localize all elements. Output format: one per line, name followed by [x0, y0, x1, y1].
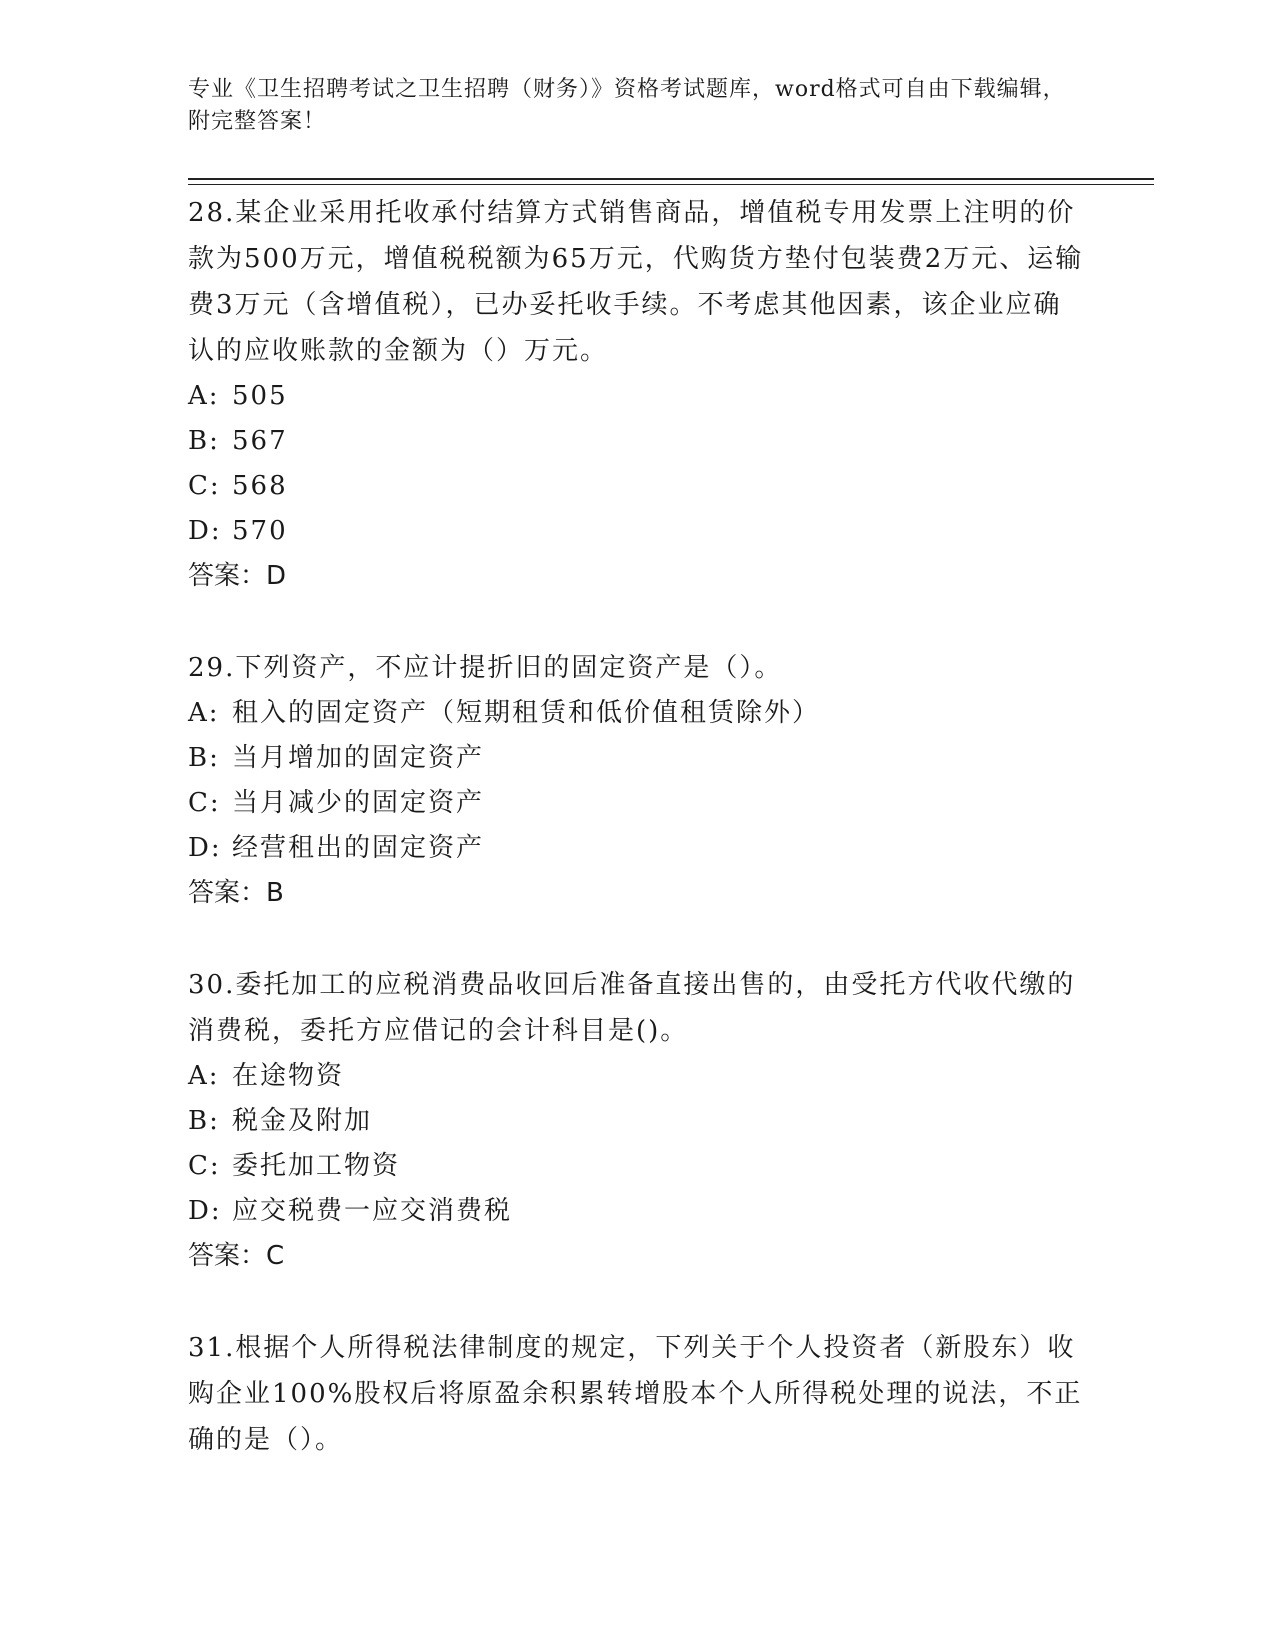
- header-rule-thick: [188, 178, 1154, 180]
- option-text: 567: [232, 426, 288, 456]
- question-stem: 31.根据个人所得税法律制度的规定，下列关于个人投资者（新股东）收购企业100%股权后将原盈余积累转增股本个人所得税处理的说法，不正确的是（）。: [188, 1333, 1083, 1455]
- option-text: 505: [232, 381, 288, 411]
- option-d: [188, 1189, 1088, 1234]
- option-a: [188, 691, 1088, 736]
- question-28: [188, 190, 1088, 599]
- header-rule-thin: [188, 184, 1154, 185]
- answer-line: 答案：B: [188, 878, 284, 908]
- question-stem: 30.委托加工的应税消费品收回后准备直接出售的，由受托方代收代缴的消费税，委托方应借记的会计科目是()。: [188, 970, 1076, 1046]
- option-letter: B:: [188, 1106, 220, 1136]
- question-31: [188, 1325, 1088, 1463]
- option-letter: A:: [188, 381, 220, 411]
- question-29: [188, 645, 1088, 916]
- option-letter: A:: [188, 1061, 220, 1091]
- option-b: [188, 1099, 1088, 1144]
- option-text: 当月减少的固定资产: [232, 788, 485, 818]
- option-text: 在途物资: [232, 1061, 345, 1091]
- question-stem: 29.下列资产，不应计提折旧的固定资产是（）。: [188, 653, 783, 683]
- question-stem: 28.某企业采用托收承付结算方式销售商品，增值税专用发票上注明的价款为500万元，增值税税额为65万元，代购货方垫付包装费2万元、运输费3万元（含增值税），已办妥托收手续。不考虑其他因素，该企业应确认的应收账款的金额为（）万元。: [188, 198, 1084, 366]
- option-letter: C:: [188, 1151, 221, 1181]
- option-letter: C:: [188, 788, 221, 818]
- option-text: 委托加工物资: [232, 1151, 401, 1181]
- option-c: [188, 464, 1088, 509]
- option-c: [188, 781, 1088, 826]
- option-letter: D:: [188, 516, 222, 546]
- option-text: 应交税费一应交消费税: [232, 1196, 513, 1226]
- option-text: 当月增加的固定资产: [232, 743, 485, 773]
- option-text: 570: [232, 516, 288, 546]
- option-letter: D:: [188, 1196, 222, 1226]
- option-text: 租入的固定资产（短期租赁和低价值租赁除外）: [232, 698, 821, 728]
- document-header: 专业《卫生招聘考试之卫生招聘（财务）》资格考试题库，word格式可自由下载编辑，附完整答案！: [188, 77, 1066, 134]
- question-list: [188, 190, 1088, 1509]
- option-d: [188, 509, 1088, 554]
- option-letter: B:: [188, 426, 220, 456]
- option-letter: C:: [188, 471, 221, 501]
- option-a: [188, 374, 1088, 419]
- answer-line: 答案：C: [188, 1241, 285, 1271]
- option-c: [188, 1144, 1088, 1189]
- option-b: [188, 736, 1088, 781]
- option-letter: B:: [188, 743, 220, 773]
- question-30: [188, 962, 1088, 1279]
- option-text: 经营租出的固定资产: [232, 833, 485, 863]
- option-text: 568: [232, 471, 288, 501]
- option-text: 税金及附加: [232, 1106, 373, 1136]
- option-letter: D:: [188, 833, 222, 863]
- option-d: [188, 826, 1088, 871]
- answer-line: 答案：D: [188, 561, 287, 591]
- option-b: [188, 419, 1088, 464]
- option-a: [188, 1054, 1088, 1099]
- option-letter: A:: [188, 698, 220, 728]
